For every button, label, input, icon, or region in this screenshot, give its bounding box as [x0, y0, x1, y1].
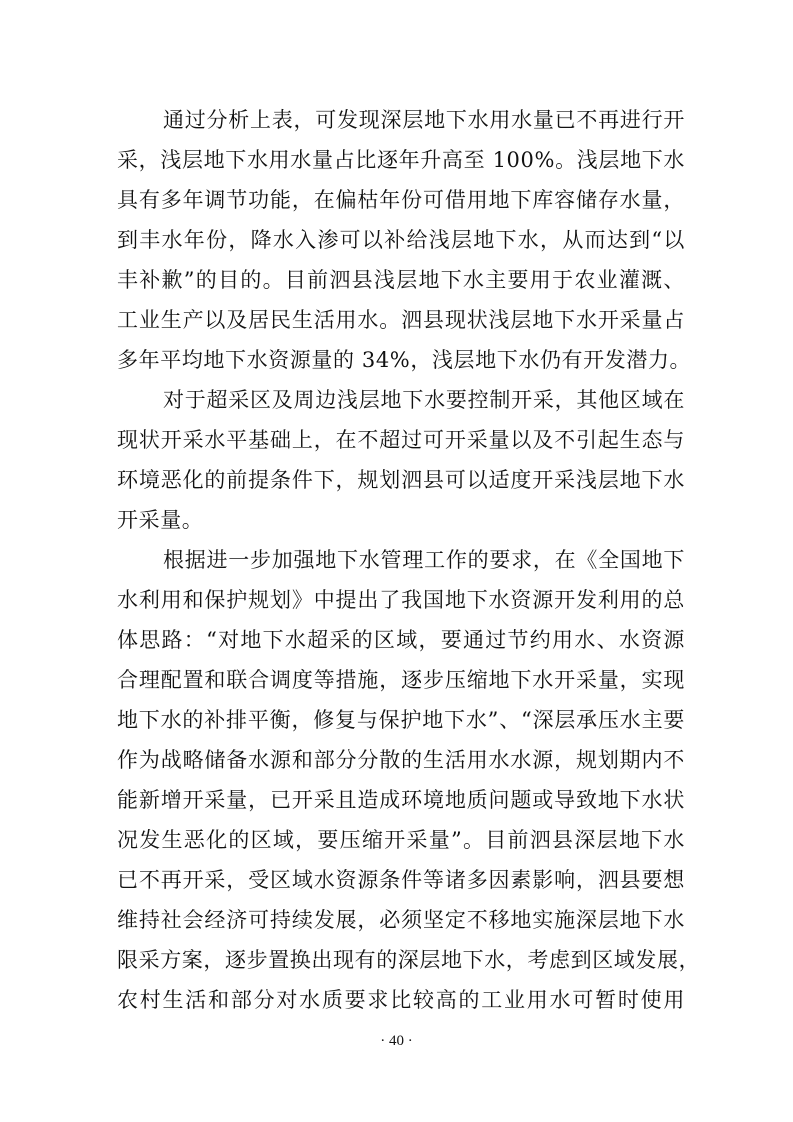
paragraph-1-line-3: 具有多年调节功能，在偏枯年份可借用地下库容储存水量， — [117, 188, 685, 212]
paragraph-3-line-7: 能新增开采量，已开采且造成环境地质问题或导致地下水状 — [117, 788, 685, 812]
paragraph-1-line-7: 多年平均地下水资源量的 34%，浅层地下水仍有开发潜力。 — [117, 348, 692, 372]
paragraph-2-line-1: 对于超采区及周边浅层地下水要控制开采，其他区域在 — [163, 388, 685, 412]
paragraph-3-line-6: 作为战略储备水源和部分分散的生活用水水源，规划期内不 — [117, 748, 685, 772]
paragraph-1-line-5: 丰补歉”的目的。目前泗县浅层地下水主要用于农业灌溉、 — [117, 268, 685, 292]
paragraph-1-line-6: 工业生产以及居民生活用水。泗县现状浅层地下水开采量占 — [117, 308, 685, 332]
paragraph-3-line-3: 体思路：“对地下水超采的区域，要通过节约用水、水资源 — [117, 628, 685, 652]
paragraph-3-line-5: 地下水的补排平衡，修复与保护地下水”、“深层承压水主要 — [117, 708, 685, 732]
paragraph-2-line-4: 开采量。 — [117, 508, 204, 532]
paragraph-3-line-8: 况发生恶化的区域，要压缩开采量”。目前泗县深层地下水 — [117, 828, 685, 852]
paragraph-3-line-12: 农村生活和部分对水质要求比较高的工业用水可暂时使用 — [117, 988, 685, 1012]
paragraph-3-line-9: 已不再开采，受区域水资源条件等诸多因素影响，泗县要想 — [117, 868, 685, 892]
paragraph-1-line-4: 到丰水年份，降水入渗可以补给浅层地下水，从而达到“以 — [117, 228, 685, 252]
paragraph-2-line-2: 现状开采水平基础上，在不超过可开采量以及不引起生态与 — [117, 428, 685, 452]
paragraph-3-line-4: 合理配置和联合调度等措施，逐步压缩地下水开采量，实现 — [117, 668, 685, 692]
page-number: · 40 · — [380, 1033, 413, 1049]
paragraph-2-line-3: 环境恶化的前提条件下，规划泗县可以适度开采浅层地下水 — [117, 468, 685, 492]
paragraph-3-line-2: 水利用和保护规划》中提出了我国地下水资源开发利用的总 — [117, 588, 685, 612]
paragraph-3-line-1: 根据进一步加强地下水管理工作的要求，在《全国地下 — [163, 548, 685, 572]
paragraph-1-line-2: 采，浅层地下水用水量占比逐年升高至 100%。浅层地下水 — [117, 148, 685, 172]
paragraph-1-line-1: 通过分析上表，可发现深层地下水用水量已不再进行开 — [163, 108, 685, 132]
paragraph-3-line-10: 维持社会经济可持续发展，必须坚定不移地实施深层地下水 — [117, 908, 685, 932]
paragraph-3-line-11: 限采方案，逐步置换出现有的深层地下水，考虑到区域发展， — [117, 948, 701, 972]
